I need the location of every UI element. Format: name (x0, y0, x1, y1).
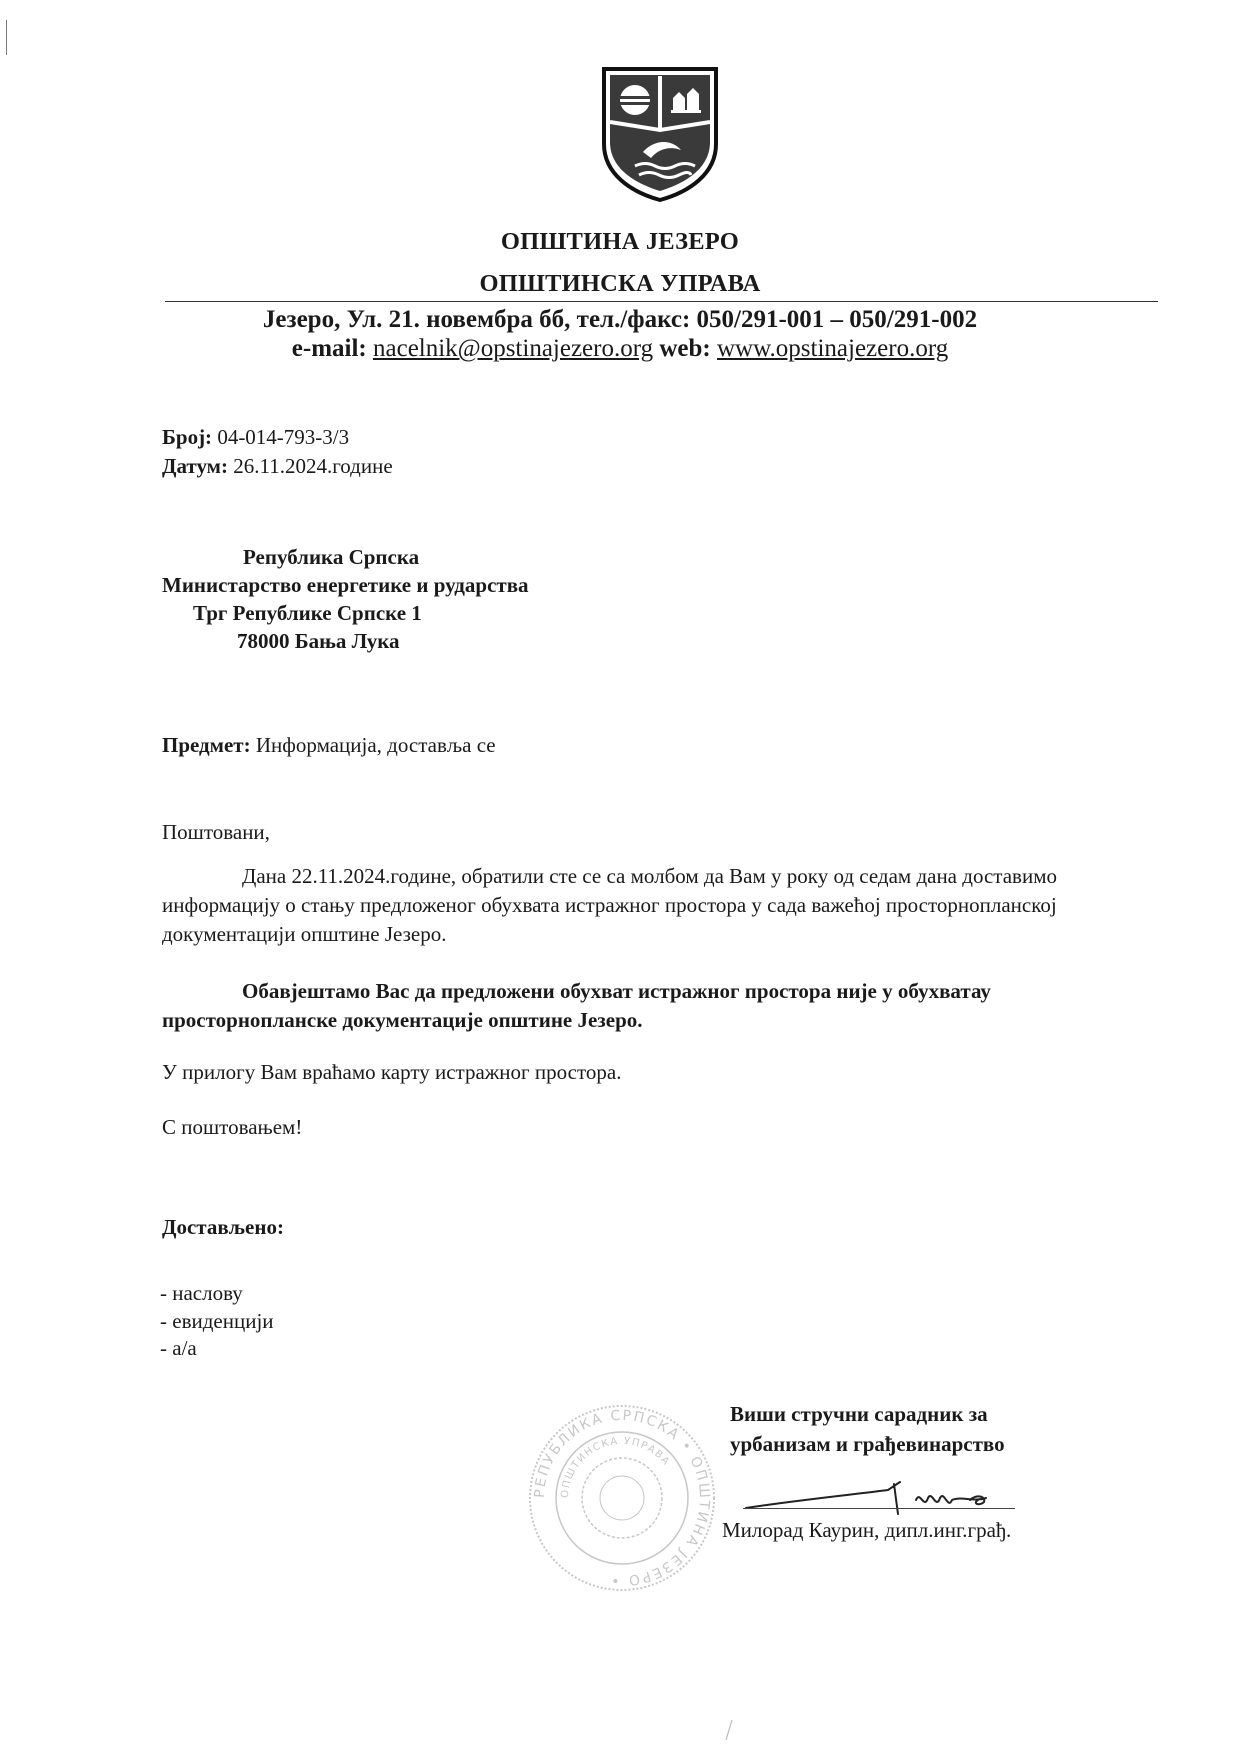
delivered-label: Достављено: (162, 1215, 284, 1239)
email-label: e-mail: (291, 335, 367, 362)
recipient-line-2: Министарство енергетике и рударства (162, 573, 529, 597)
signatory-name: Милорад Каурин, дипл.инг.грађ. (722, 1518, 1012, 1542)
scan-edge-mark (6, 20, 7, 55)
subject-line (162, 733, 496, 758)
svg-text:ОПШТИНСКА УПРАВА (560, 1436, 672, 1498)
contact-online-line (0, 335, 1240, 363)
number-value: 04-014-793-3/3 (217, 425, 350, 449)
contact-address-line: Језеро, Ул. 21. новембра бб, тел./факс: 050/291-001 – 050/291-002 (262, 306, 978, 333)
reference-number (162, 425, 349, 450)
signatory-title-line-1: Виши стручни сарадник за (730, 1402, 988, 1426)
scan-mark (722, 1718, 736, 1742)
official-stamp (526, 1402, 718, 1594)
recipient-line-3: Трг Републике Српске 1 (193, 601, 422, 625)
svg-text:РЕПУБЛИКА СРПСКА • ОПШТИНА ЈЕЗ (532, 1408, 713, 1588)
administration-name: ОПШТИНСКА УПРАВА (479, 270, 761, 297)
handwritten-signature (738, 1470, 1018, 1520)
number-label: Број: (162, 425, 213, 449)
web-label: web: (659, 335, 711, 362)
stamp-outer-text: РЕПУБЛИКА СРПСКА • ОПШТИНА ЈЕЗЕРО • (531, 1407, 713, 1589)
signatory-title-line-2: урбанизам и грађевинарство (730, 1432, 1005, 1456)
municipality-name: ОПШТИНА ЈЕЗЕРО (500, 228, 740, 255)
delivered-list (160, 1280, 274, 1363)
header-divider (165, 301, 1158, 302)
email-link[interactable]: nacelnik@opstinajezero.org (373, 335, 654, 362)
body-paragraph-1: Дана 22.11.2024.године, обратили сте се са молбом да Вам у року од седам дана доставимо информацију о стању предложеног обухвата истражног простора у сада важећој просторнопланској документацији општине Језеро. (162, 864, 1057, 946)
subject-label: Предмет: (162, 733, 251, 757)
body-paragraph-3: У прилогу Вам враћамо карту истражног простора. (162, 1060, 622, 1084)
date-value: 26.11.2024.године (233, 454, 393, 478)
list-item: - наслову (160, 1281, 243, 1305)
recipient-line-1: Република Српска (243, 545, 420, 569)
recipient-line-4: 78000 Бања Лука (237, 629, 400, 653)
stamp-inner-text: ОПШТИНСКА УПРАВА (559, 1435, 672, 1499)
list-item: - а/а (160, 1336, 197, 1360)
subject-text: Информација, доставља се (255, 733, 496, 757)
body-paragraph-2: Обавјештамо Вас да предложени обухват истражног простора није у обухватау просторнопланске документације општине Језеро. (162, 979, 991, 1032)
date-label: Датум: (162, 454, 228, 478)
greeting: Поштовани, (162, 820, 270, 844)
web-link[interactable]: www.opstinajezero.org (717, 335, 949, 362)
signature-line (743, 1508, 1015, 1509)
document-date (162, 454, 393, 479)
closing: С поштовањем! (162, 1115, 303, 1139)
municipality-crest-logo (601, 66, 719, 203)
signatory-title (730, 1399, 1005, 1459)
list-item: - евиденцији (160, 1308, 274, 1333)
